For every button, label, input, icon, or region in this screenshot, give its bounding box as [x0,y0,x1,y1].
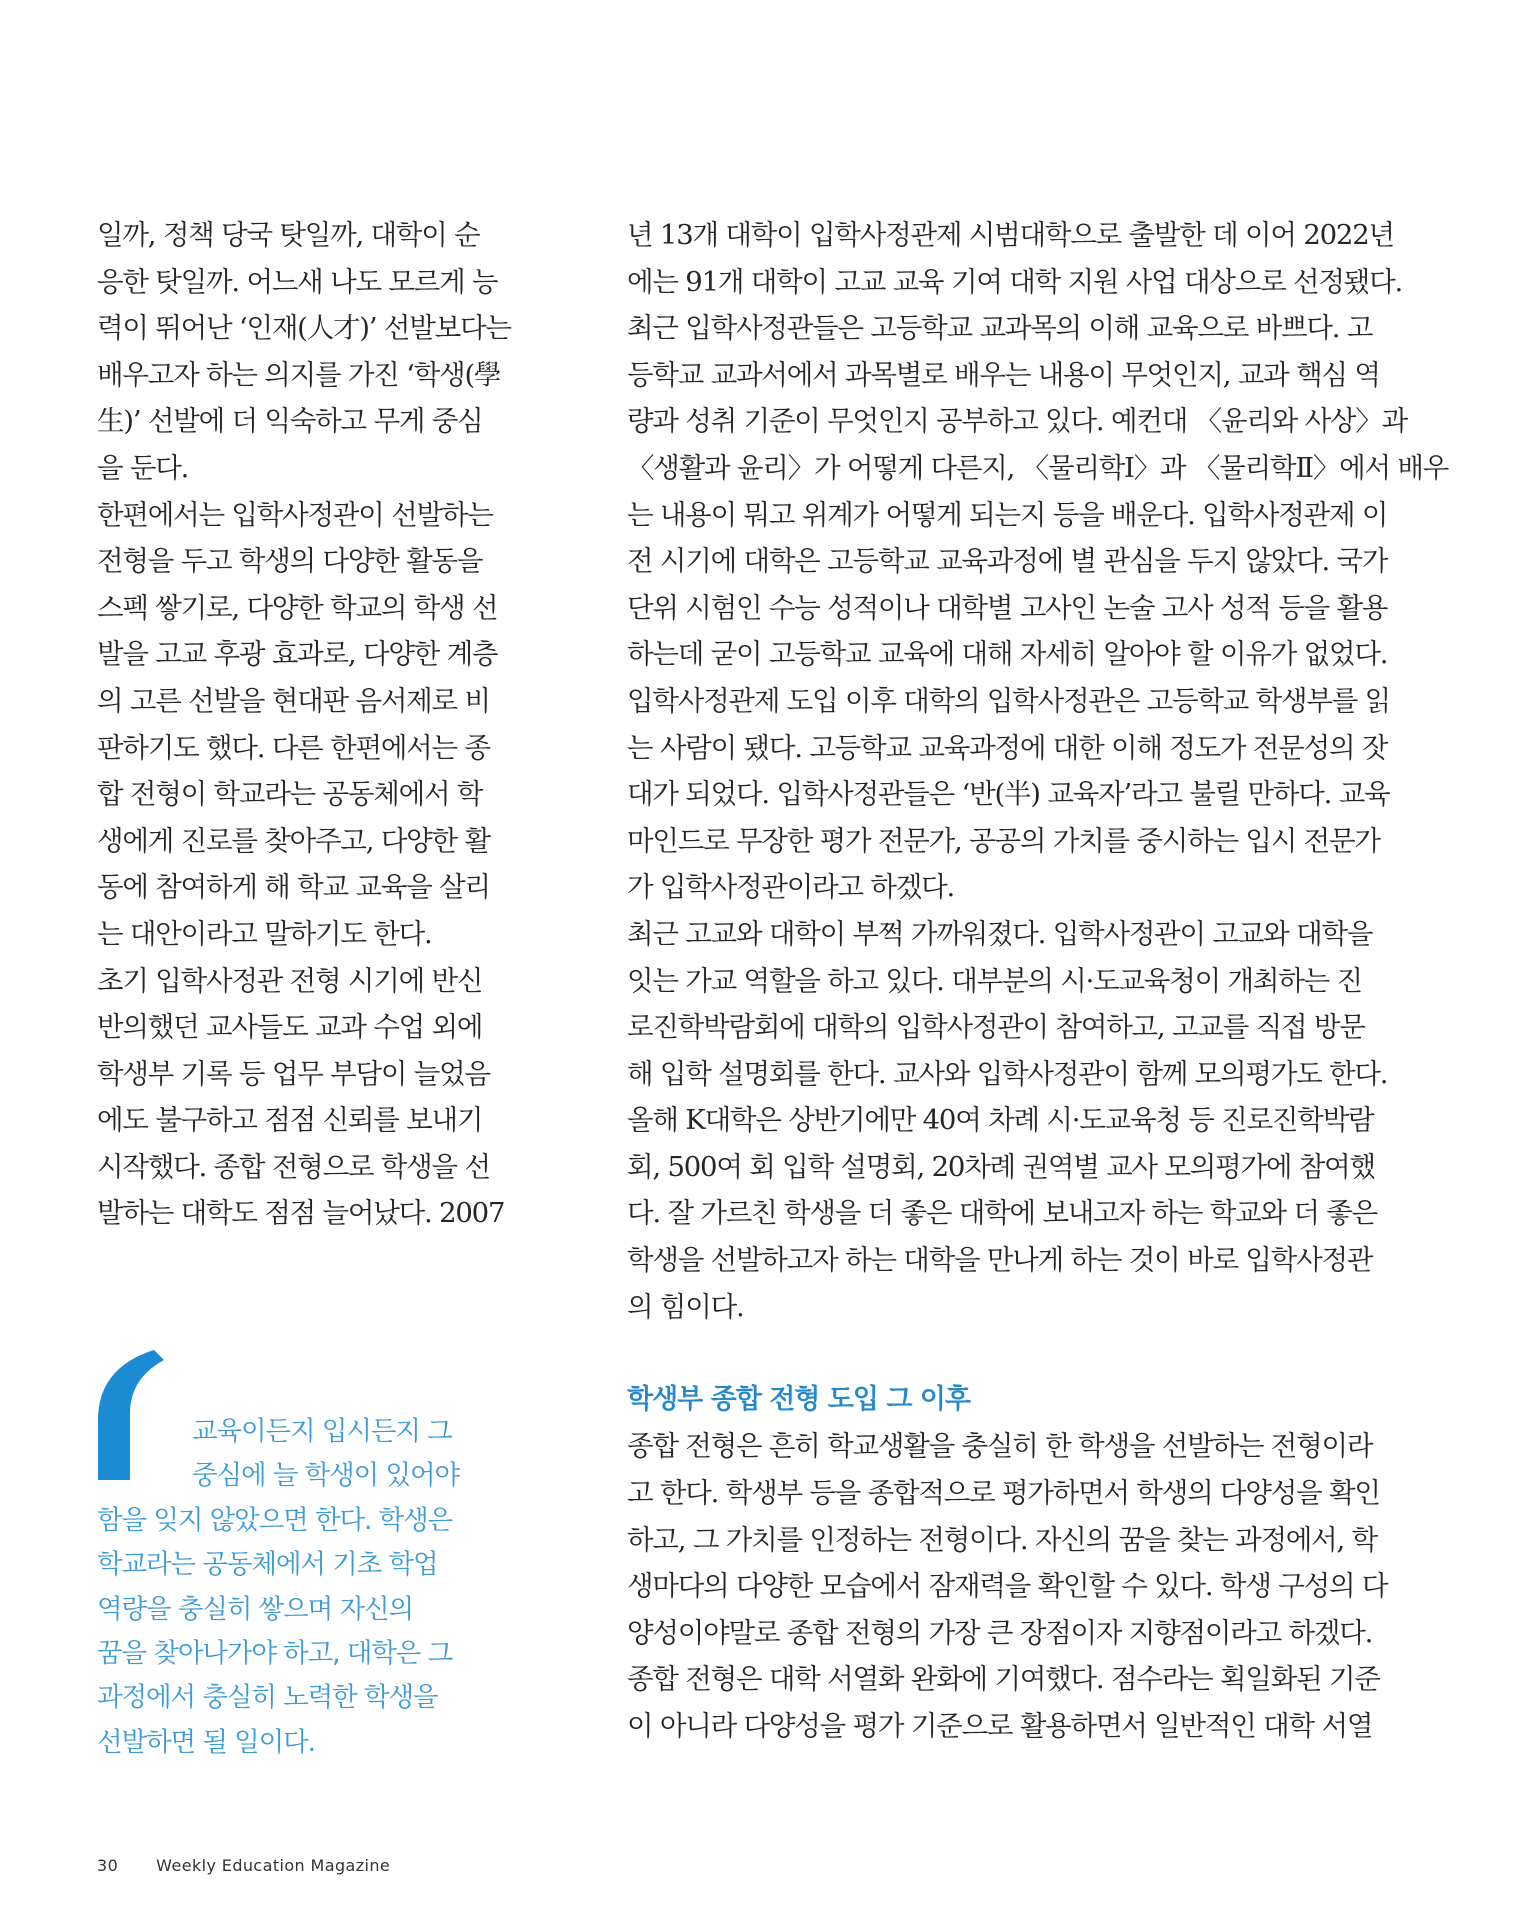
body-text-line: 학생을 선발하고자 하는 대학을 만나게 하는 것이 바로 입학사정관 [627,1244,1373,1277]
body-text-line: 응한 탓일까. 어느새 나도 모르게 능 [97,265,498,298]
body-text-line: 해 입학 설명회를 한다. 교사와 입학사정관이 함께 모의평가도 한다. [627,1057,1388,1090]
body-text-line: 고 한다. 학생부 등을 종합적으로 평가하면서 학생의 다양성을 확인 [627,1477,1380,1510]
pull-quote-line: 함을 잊지 않았으면 한다. 학생은 [97,1504,453,1536]
body-text-line: 가 입학사정관이라고 하겠다. [627,871,955,904]
body-text-line: 동에 참여하게 해 학교 교육을 살리 [97,871,490,904]
section-heading: 학생부 종합 전형 도입 그 이후 [627,1383,970,1415]
body-text-line: 하는데 굳이 고등학교 교육에 대해 자세히 알아야 할 이유가 없었다. [627,638,1388,671]
body-text-line: 최근 입학사정관들은 고등학교 교과목의 이해 교육으로 바쁘다. 고 [627,312,1373,345]
right-column-body-2 [627,1423,1388,1749]
body-text-line: 마인드로 무장한 평가 전문가, 공공의 가치를 중시하는 입시 전문가 [627,824,1380,857]
page-footer [97,1856,428,1875]
body-text-line: 대가 되었다. 입학사정관들은 ‘반(半) 교육자’라고 불릴 만하다. 교육 [627,778,1390,811]
pull-quote [97,1410,517,1765]
pull-quote-line: 꿈을 찾아나가야 하고, 대학은 그 [97,1638,453,1670]
body-text-line: 종합 전형은 흔히 학교생활을 충실히 한 학생을 선발하는 전형이라 [627,1430,1373,1463]
body-text-line: 종합 전형은 대학 서열화 완화에 기여했다. 점수라는 획일화된 기준 [627,1663,1380,1696]
body-text-line: 생에게 진로를 찾아주고, 다양한 활 [97,824,490,857]
body-text-line: 등학교 교과서에서 과목별로 배우는 내용이 무엇인지, 교과 핵심 역 [627,358,1380,391]
body-text-line: 이 아니라 다양성을 평가 기준으로 활용하면서 일반적인 대학 서열 [627,1710,1373,1742]
pull-quote-line: 중심에 늘 학생이 있어야 [192,1460,459,1492]
body-text-line: 초기 입학사정관 전형 시기에 반신 [97,964,483,997]
body-text-line: 량과 성취 기준이 무엇인지 공부하고 있다. 예컨대 〈윤리와 사상〉과 [627,405,1407,438]
body-text-line: 일까, 정책 당국 탓일까, 대학이 순 [97,219,480,251]
body-text-line: 生)’ 선발에 더 익숙하고 무게 중심 [97,405,483,438]
body-text-line: 합 전형이 학교라는 공동체에서 학 [97,778,483,811]
magazine-name: Weekly Education Magazine [156,1856,391,1875]
body-text-line: 년 13개 대학이 입학사정관제 시범대학으로 출발한 데 이어 2022년 [627,219,1394,251]
page-number: 30 [97,1856,119,1875]
body-text-line: 전형을 두고 학생의 다양한 활동을 [97,545,483,578]
body-text-line: 로진학박람회에 대학의 입학사정관이 참여하고, 고교를 직접 방문 [627,1011,1365,1044]
body-text-line: 발을 고교 후광 효과로, 다양한 계층 [97,638,498,671]
pull-quote-line: 역량을 충실히 쌓으며 자신의 [97,1593,413,1625]
body-text-line: 의 힘이다. [627,1290,744,1323]
body-text-line: 생마다의 다양한 모습에서 잠재력을 확인할 수 있다. 학생 구성의 다 [627,1570,1388,1603]
body-text-line: 는 대안이라고 말하기도 한다. [97,917,432,950]
body-text-line: 에는 91개 대학이 고교 교육 기여 대학 지원 사업 대상으로 선정됐다. [627,265,1403,298]
body-text-line: 〈생활과 윤리〉가 어떻게 다른지, 〈물리학Ⅰ〉과 〈물리학Ⅱ〉에서 배우 [627,451,1449,484]
body-text-line: 반의했던 교사들도 교과 수업 외에 [97,1011,483,1044]
body-text-line: 스펙 쌓기로, 다양한 학교의 학생 선 [97,591,498,624]
right-text-column [627,212,1449,1750]
body-text-line: 올해 K대학은 상반기에만 40여 차례 시·도교육청 등 진로진학박람 [627,1104,1374,1137]
body-text-line: 한편에서는 입학사정관이 선발하는 [97,498,493,531]
body-text-line: 을 둔다. [97,451,189,484]
body-text-line: 는 사람이 됐다. 고등학교 교육과정에 대한 이해 정도가 전문성의 잣 [627,731,1388,764]
body-text-line: 잇는 가교 역할을 하고 있다. 대부분의 시·도교육청이 개최하는 진 [627,964,1362,997]
body-text-line: 학생부 기록 등 업무 부담이 늘었음 [97,1057,490,1090]
pull-quote-line: 선발하면 될 일이다. [97,1726,315,1758]
body-text-line: 하고, 그 가치를 인정하는 전형이다. 자신의 꿈을 찾는 과정에서, 학 [627,1523,1377,1556]
pull-quote-line: 교육이든지 입시든지 그 [192,1416,452,1447]
body-text-line: 발하는 대학도 점점 늘어났다. 2007 [97,1197,505,1230]
body-text-line: 최근 고교와 대학이 부쩍 가까워졌다. 입학사정관이 고교와 대학을 [627,917,1373,950]
body-text-line: 판하기도 했다. 다른 한편에서는 종 [97,731,490,764]
body-text-line: 회, 500여 회 입학 설명회, 20차례 권역별 교사 모의평가에 참여했 [627,1150,1375,1183]
body-text-line: 는 내용이 뭐고 위계가 어떻게 되는지 등을 배운다. 입학사정관제 이 [627,498,1388,531]
body-text-line: 시작했다. 종합 전형으로 학생을 선 [97,1150,490,1183]
body-text-line: 입학사정관제 도입 이후 대학의 입학사정관은 고등학교 학생부를 읽 [627,684,1391,717]
pull-quote-line: 학교라는 공동체에서 기초 학업 [97,1549,438,1581]
body-text-line: 에도 불구하고 점점 신뢰를 보내기 [97,1104,483,1137]
right-column-body-1 [627,212,1449,1330]
pull-quote-line: 과정에서 충실히 노력한 학생을 [97,1682,438,1714]
body-text-line: 양성이야말로 종합 전형의 가장 큰 장점이자 지향점이라고 하겠다. [627,1616,1373,1649]
body-text-line: 배우고자 하는 의지를 가진 ‘학생(學 [97,358,501,391]
body-text-line: 단위 시험인 수능 성적이나 대학별 고사인 논술 고사 성적 등을 활용 [627,591,1388,624]
body-text-line: 의 고른 선발을 현대판 음서제로 비 [97,684,490,717]
body-text-line: 력이 뛰어난 ‘인재(人才)’ 선발보다는 [97,312,511,345]
body-text-line: 다. 잘 가르친 학생을 더 좋은 대학에 보내고자 하는 학교와 더 좋은 [627,1197,1377,1230]
body-text-line: 전 시기에 대학은 고등학교 교육과정에 별 관심을 두지 않았다. 국가 [627,545,1388,578]
left-text-column [97,212,511,1237]
